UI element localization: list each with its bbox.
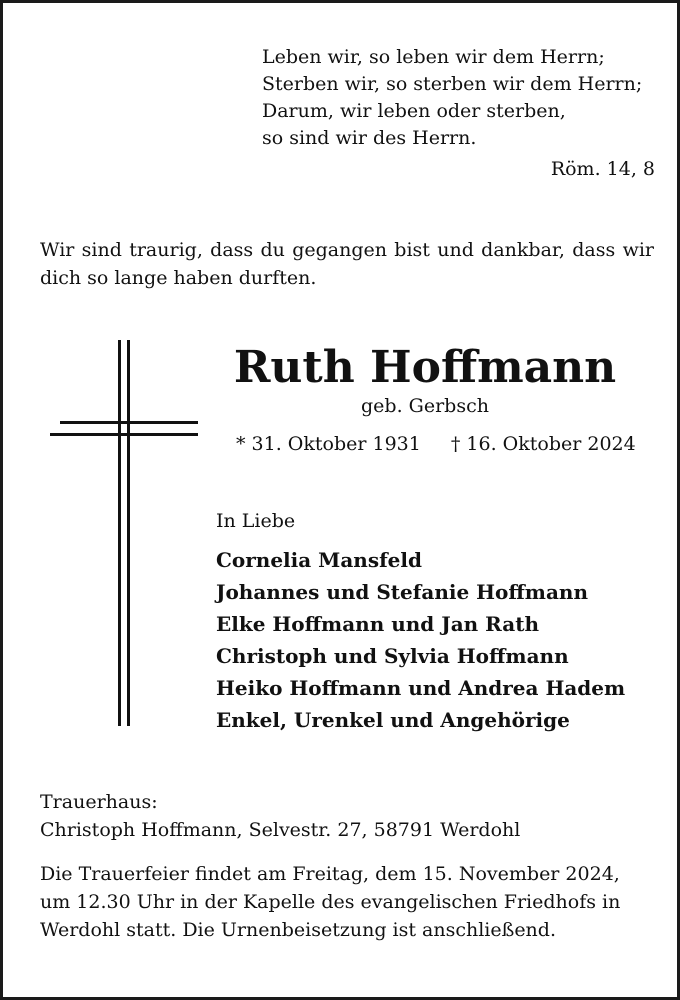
death-date: † 16. Oktober 2024: [450, 433, 636, 455]
verse-line: so sind wir des Herrn.: [262, 127, 477, 149]
ceremony-line: Werdohl statt. Die Urnenbeisetzung ist anschließend.: [40, 919, 556, 941]
mourner-name: Cornelia Mansfeld: [216, 548, 422, 572]
life-dates: [236, 430, 636, 458]
mourner-name: Enkel, Urenkel und Angehörige: [216, 708, 570, 732]
verse-reference: Röm. 14, 8: [550, 158, 655, 180]
mourning-house-address: Christoph Hoffmann, Selvestr. 27, 58791 Werdohl: [40, 819, 521, 841]
in-love-label: In Liebe: [216, 510, 296, 532]
verse-line: Sterben wir, so sterben wir dem Herrn;: [262, 73, 643, 95]
mourner-name: Christoph und Sylvia Hoffmann: [216, 644, 569, 668]
bible-verse: [262, 44, 642, 152]
mourning-house-label: Trauerhaus:: [40, 791, 158, 813]
mourner-name: Johannes und Stefanie Hoffmann: [216, 580, 589, 604]
verse-line: Darum, wir leben oder sterben,: [262, 100, 566, 122]
mourner-name: Elke Hoffmann und Jan Rath: [216, 612, 539, 636]
mourner-name: Heiko Hoffmann und Andrea Hadem: [216, 676, 626, 700]
intro-text: Wir sind traurig, dass du gegangen bist und dankbar, dass wir dich so lange haben durften.: [40, 239, 654, 289]
verse-line: Leben wir, so leben wir dem Herrn;: [262, 46, 605, 68]
ceremony-line: um 12.30 Uhr in der Kapelle des evangelischen Friedhofs in: [40, 891, 621, 913]
mourning-house: [40, 788, 520, 844]
ceremony-line: Die Trauerfeier findet am Freitag, dem 15. November 2024,: [40, 863, 620, 885]
mourners-list: [216, 544, 625, 736]
deceased-name: Ruth Hoffmann: [233, 342, 617, 393]
maiden-name: geb. Gerbsch: [361, 395, 489, 417]
ceremony-info: [40, 860, 620, 944]
birth-date: * 31. Oktober 1931: [236, 433, 421, 455]
